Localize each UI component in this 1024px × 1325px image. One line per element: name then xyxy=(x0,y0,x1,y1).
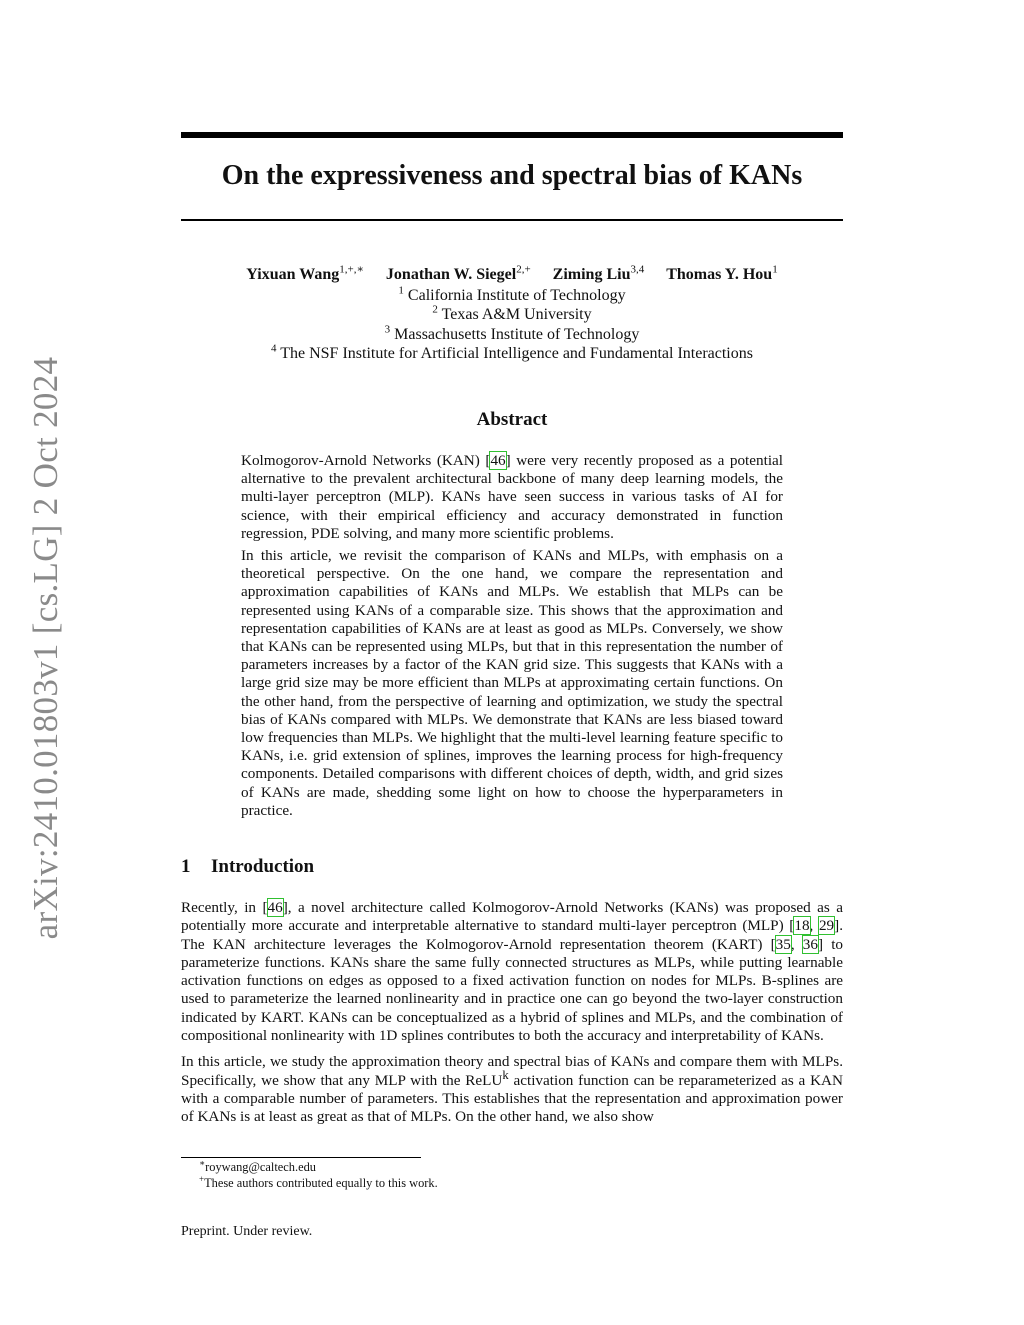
footnotes xyxy=(199,1159,438,1191)
abstract-paragraph: Kolmogorov-Arnold Networks (KAN) [46] were very recently proposed as a potential alternative to the prevalent architectural backbone of many deep learning models, the multi-layer perceptron (MLP). KANs have seen success in various tasks of AI for science, with their empirical efficiency and accuracy demonstrated in function regression, PDE solving, and many more scientific problems. xyxy=(241,452,784,542)
author: Yixuan Wang$^{1,+,∗}$ xyxy=(246,263,364,283)
affiliation: $^3$ Massachusetts Institute of Technology xyxy=(384,323,640,343)
footnote-rule xyxy=(181,1157,421,1158)
author-list xyxy=(181,263,843,284)
affiliation: $^2$ Texas A&M University xyxy=(432,303,592,324)
citation-link[interactable]: 29 xyxy=(818,917,835,935)
body-paragraph: Recently, in [46], a novel architecture called Kolmogorov-Arnold Networks (KANs) was proposed as a potentially more accurate and interpretable alternative to standard multi-layer perceptron (MLP) [18, 29]. The KAN architecture leverages the Kolmogorov-Arnold representation theorem (KART) [35, 36] to parameterize functions. KANs share the same fully connected structures as MLPs, while putting learnable activation functions on edges as opposed to a fixed activation function on nodes for MLPs. B-splines are used to parameterize the learned nonlinearity and in practice one can go beyond the two-layer construction indicated by KART. KANs can be conceptualized as a hybrid of splines and MLPs, and the combination of compositional nonlinearity with 1D splines contributes to both the accuracy and interpretability of KANs. xyxy=(181,899,844,1045)
author: Thomas Y. Hou$^1$ xyxy=(666,263,778,283)
citation-link[interactable]: 35 xyxy=(775,935,791,953)
introduction-body xyxy=(181,899,843,1135)
preprint-note: Preprint. Under review. xyxy=(181,1224,313,1239)
body-paragraph: In this article, we study the approximation theory and spectral bias of KANs and compare them with MLPs. Specifically, we show that any MLP with the ReLU$^k$ activation function can be reparameterized as a KAN with a comparable number of parameters. This establishes that the representation and approximation power of KANs is at least as great as that of MLPs. On the other hand, we also show xyxy=(181,1053,843,1126)
citation-link[interactable]: 18 xyxy=(794,917,810,935)
author: Ziming Liu$^{3,4}$ xyxy=(552,263,645,283)
title-top-rule xyxy=(181,132,843,138)
affiliation: $^1$ California Institute of Technology xyxy=(398,284,626,304)
footnote: +These authors contributed equally to this work. xyxy=(199,1173,438,1190)
affiliation: $^4$ The NSF Institute for Artificial Intelligence and Fundamental Interactions xyxy=(271,342,753,362)
abstract-paragraph: In this article, we revisit the comparison of KANs and MLPs, with emphasis on a theoretical perspective. On the one hand, we compare the representation and approximation capabilities of KANs and MLPs. We establish that MLPs can be represented using KANs of a comparable size. This shows that the approximation and representation capabilities of KANs are at least as good as MLPs. Conversely, we show that KANs can be represented using MLPs, but that in this representation the number of parameters increases by a factor of the KAN grid size. This suggests that KANs with a large grid size may be more efficient than MLPs at approximating certain functions. On the other hand, from the perspective of learning and optimization, we study the spectral bias of KANs compared with MLPs. We demonstrate that KANs are less biased toward low frequencies than MLPs. We highlight that the multi-level learning feature specific to KANs, i.e. grid extension of splines, improves the learning process for high-frequency components. Detailed comparisons with different choices of depth, width, and grid sizes of KANs are made, shedding some light on how to choose the hyperparameters in practice. xyxy=(241,547,783,819)
abstract-heading: Abstract xyxy=(476,409,548,430)
citation-link[interactable]: 46 xyxy=(267,899,283,916)
citation-link[interactable]: 36 xyxy=(802,935,818,953)
paper-title: On the expressiveness and spectral bias of KANs xyxy=(221,160,803,191)
citation-link[interactable]: 46 xyxy=(490,452,506,469)
footnote: ∗roywang@caltech.edu xyxy=(199,1157,316,1174)
arxiv-stamp: arXiv:2410.01803v1 [cs.LG] 2 Oct 2024 xyxy=(26,356,65,940)
affiliation-list xyxy=(181,286,843,363)
author: Jonathan W. Siegel$^{2,+}$ xyxy=(385,263,531,283)
abstract-body xyxy=(241,452,783,824)
title-bottom-rule xyxy=(181,219,843,221)
section-heading: 1 Introduction xyxy=(181,856,315,877)
